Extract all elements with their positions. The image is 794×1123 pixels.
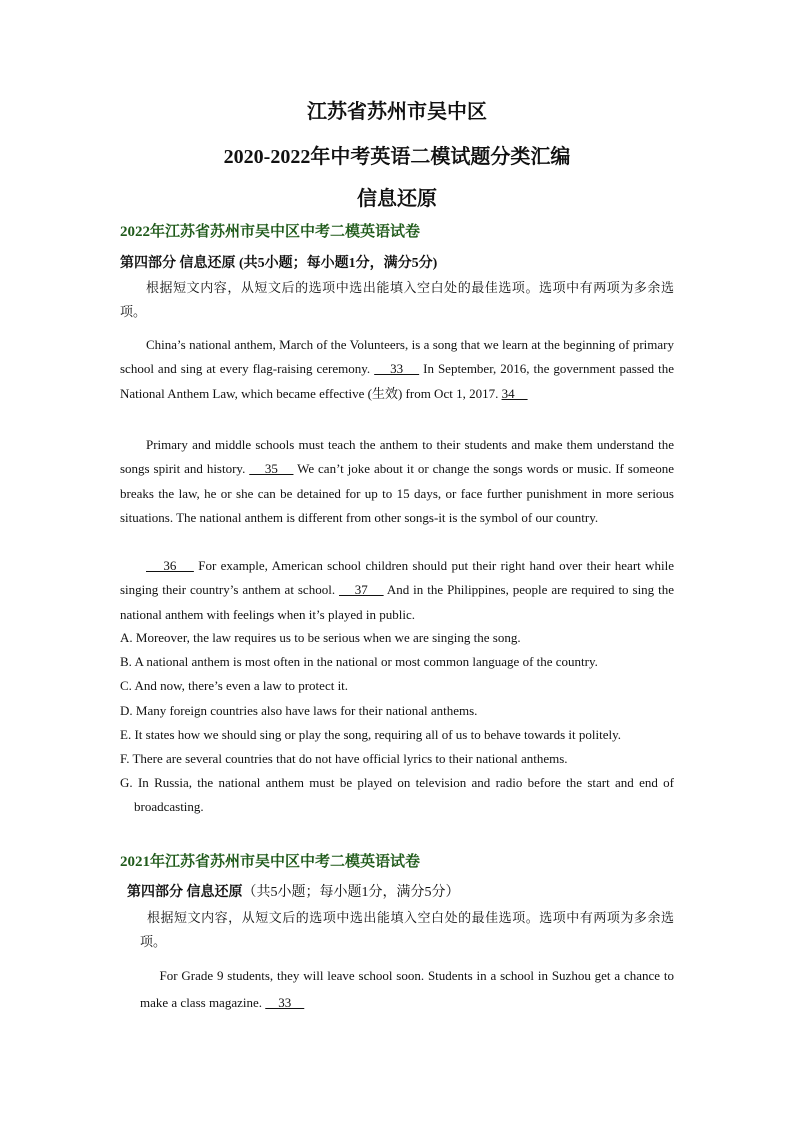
section-2022-title: 2022年江苏省苏州市吴中区中考二模英语试卷 (120, 224, 421, 240)
blank-34: 34 (501, 385, 528, 401)
section-2022-instruction: 根据短文内容，从短文后的选项中选出能填入空白处的最佳选项。选项中有两项为多余选项。 (120, 280, 674, 320)
paragraph-text: We can’t joke about it or change the songs words or music. If someone breaks the law, he or she can be detained for up to 15 days, or face further punishment in more serious situations. The national anthem is different from other songs-it is the symbol of our country. (120, 461, 675, 526)
paragraph-text: China’s national anthem, March of the Volunteers, is a song that we learn at the beginning of primary school and sing at every flag-raising ceremony. (120, 337, 674, 377)
paragraph-text: For Grade 9 students, they will leave school soon. Students in a school in Suzhou get a chance to make a class magazine. (140, 968, 674, 1010)
section-2021-title: 2021年江苏省苏州市吴中区中考二模英语试卷 (120, 854, 421, 870)
blank-36: 36 (146, 558, 194, 573)
blank-33: 33 (265, 995, 305, 1010)
option-b: B. A national anthem is most often in the national or most common language of the country. (120, 654, 598, 669)
option-e: E. It states how we should sing or play the song, requiring all of us to behave towards it politely. (120, 727, 622, 742)
section-2022-paragraph-3 (120, 554, 674, 627)
option-g: G. In Russia, the national anthem must be played on television and radio before the start and end of broadcasting. (120, 775, 674, 815)
section-2022-paragraph-2 (120, 433, 674, 531)
section-2021-instruction (140, 906, 674, 955)
doc-title-topic: 信息还原 (357, 188, 437, 210)
blank-35: 35 (249, 461, 294, 477)
blank-37: 37 (339, 582, 384, 598)
section-2022-paragraph-1 (120, 333, 674, 406)
paragraph-text: Primary and middle schools must teach the anthem to their students and make them understand the songs spirit and history. (120, 437, 674, 477)
part-label: 第四部分 信息还原 (127, 885, 243, 900)
option-a: A. Moreover, the law requires us to be serious when we are singing the song. (120, 630, 521, 645)
blank-33: 33 (374, 361, 420, 377)
option-f: F. There are several countries that do not have official lyrics to their national anthems. (120, 751, 568, 766)
paragraph-text: For example, American school children should put their right hand over their heart while singing their country’s anthem at school. (120, 558, 675, 598)
section-2021-part-heading (127, 881, 460, 901)
option-d: D. Many foreign countries also have laws for their national anthems. (120, 703, 478, 718)
section-2021-paragraph-1 (140, 962, 674, 1016)
option-c: C. And now, there’s even a law to protect it. (120, 678, 349, 693)
paragraph-text: In September, 2016, the government passed the National Anthem Law, which became effective (生效) from Oct 1, 2017. (120, 361, 674, 401)
doc-title-region: 江苏省苏州市吴中区 (307, 101, 487, 123)
paragraph-text: And in the Philippines, people are required to sing the national anthem with feelings when it’s played in public. (120, 582, 675, 622)
section-2022-part-heading: 第四部分 信息还原 (共5小题；每小题1分，满分5分) (120, 256, 438, 271)
part-scoring: （共5小题；每小题1分，满分5分） (242, 885, 460, 900)
instruction-text: 根据短文内容，从短文后的选项中选出能填入空白处的最佳选项。选项中有两项为多余选项。 (140, 910, 674, 950)
doc-title-main: 2020-2022年中考英语二模试题分类汇编 (223, 146, 571, 168)
